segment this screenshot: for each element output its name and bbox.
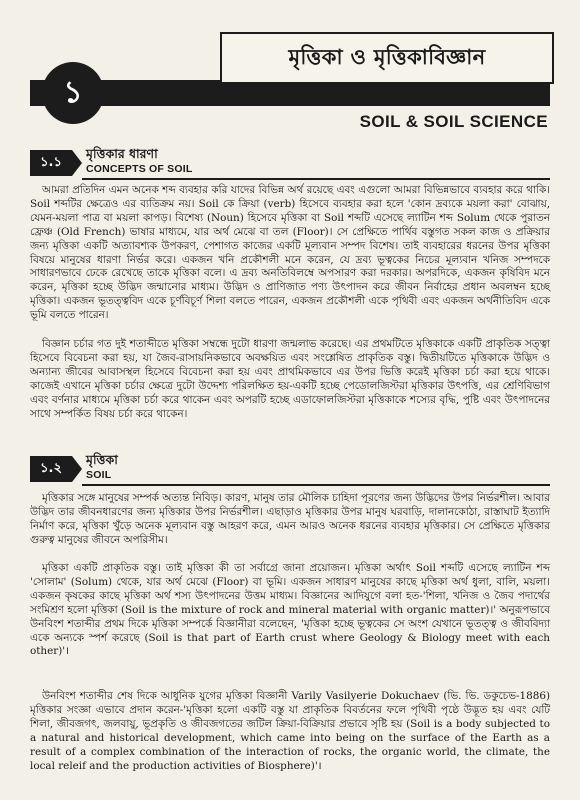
section-rule: [82, 484, 550, 486]
chapter-title-en: SOIL & SOIL SCIENCE: [359, 112, 548, 131]
section-header-soil: [30, 452, 550, 488]
chapter-title-bn: মৃত্তিকা ও মৃত্তিকাবিজ্ঞান: [288, 43, 486, 69]
section-number: ১.২: [30, 456, 72, 482]
paragraph: মৃত্তিকা একটি প্রাকৃতিক বস্তু। তাই মৃত্তিকা কী তা সর্বাগ্রে জানা প্রয়োজন। মৃত্তিকা অর্থাৎ Soil শব্দটি এসেছে ল্যাটিন শব্দ 'সোলাম' (Solum) থেকে, যার অর্থ মেঝে (Floor) বা ভূমি। একজন সাধারণ মানুষের কাছে মৃত্তিকা অর্থ ধুলা, বালি, ময়লা। একজন কৃষকের কাছে মৃত্তিকা অর্থ শস্য উৎপাদনের উত্তম মাধ্যম। বিজ্ঞানের আদিযুগে বলা হত-'শিলা, খনিজ ও জৈব পদার্থের সংমিশ্রণ হলো মৃত্তিকা (Soil is the mixture of rock and mineral material with organic matter)।' অনুরূপভাবে উনবিংশ শতাব্দীর প্রথম দিকে মৃত্তিকা সম্পর্কে বিজ্ঞানীরা বলেছেন, 'মৃত্তিকা হচ্ছে ভূত্বকের সে অংশ যেখানে ভূতত্ত্ব ও জীববিদ্যা একে অন্যকে স্পর্শ করেছে (Soil is that part of Earth crust where Geology & Biology meet with each other)'।: [30, 562, 550, 658]
chapter-title-box: [220, 32, 554, 84]
section-rule: [82, 178, 550, 180]
paragraph: বিজ্ঞান চর্চার গত দুই শতাব্দীতে মৃত্তিকা সম্বন্ধে দুটো ধারণা জন্মলাভ করেছে। এর প্রথমটিতে মৃত্তিকাকে একটি প্রাকৃতিক সত্ত্বা হিসেবে বিবেচনা করা হয়, যা জৈব-রাসায়নিকভাবে অবক্ষয়িত এবং সংশ্লেষিত প্রাকৃতিক বস্তু। দ্বিতীয়টিতে মৃত্তিকাকে উদ্ভিদ ও অন্যান্য জীবের আবাসস্থল হিসেবে বিবেচনা করা হয় এবং প্রাথমিকভাবে এর উপর ভিত্তি করেই মৃত্তিকা চর্চা করা হয়ে থাকে। কাজেই এখানে মৃত্তিকা চর্চার ক্ষেত্রে দুটো উদ্দেশ্য পরিলক্ষিত হয়-একটি হচ্ছে পেডোলজিস্টরা মৃত্তিকার উৎপত্তি, এর শ্রেণিবিভাগ এবং বর্ণনার মাধ্যমে মৃত্তিকা চর্চা করে থাকেন এবং অপরটি হচ্ছে এডাফোলজিস্টরা মৃত্তিকাকে শস্যের বৃদ্ধি, পুষ্টি এবং উৎপাদনের সাথে সম্পর্কিত বিষয় চর্চা করে থাকেন।: [30, 338, 550, 420]
paragraph: আমরা প্রতিদিন এমন অনেক শব্দ ব্যবহার করি যাদের বিভিন্ন অর্থ রয়েছে এবং এগুলো আমরা বিভিন্নভাবে ব্যবহার করে থাকি। Soil শব্দটির ক্ষেত্রেও এর ব্যতিক্রম নয়। Soil কে ক্রিয়া (verb) হিসেবে ব্যবহার করা হলে 'কোন দ্রব্যকে ময়লা করা' বোঝায়, যেমন-ময়লা পাত্র বা ময়লা কাপড়। বিশেষ্য (Noun) হিসেবে মৃত্তিকা বা Soil শব্দটি এসেছে ল্যাটিন শব্দ Solum থেকে পুরাতন ফ্রেঞ্চ (Old French) ভাষার মাধ্যমে, যার অর্থ মেঝে বা তল (Floor)। সে প্রেক্ষিতে পার্থিব বস্তুগত সকল কাজ ও প্রক্রিয়ার জন্য মৃত্তিকা একটি অত্যাবশ্যক উপকরণ, পেশাগত কাজের একটি মূল্যবান সম্পদ বিশেষ। তাই ব্যবহারের ধরনের উপর মৃত্তিকা বিষয়ে মানুষের ধারণা নির্ভর করে। একজন খনি প্রকৌশলী মনে করেন, যে দ্রব্য ভূত্বকের নিচের মূল্যবান খনিজ সম্পদকে সাধারণভাবে ঢেকে রেখেছে তাকে মৃত্তিকা বলে। এ দ্রব্য অনতিবিলম্বে অপসারণ করা দরকার। অপরদিকে, একজন কৃষিবিদ মনে করেন, মৃত্তিকা হচ্ছে উদ্ভিদ জন্মানোর মাধ্যম। উদ্ভিদ ও প্রাণিজাত পণ্য উৎপাদন করে জীবন নির্বাহের প্রধান অবলম্বন হচ্ছে মৃত্তিকা। একজন ভূতত্ত্ববিদ একে চূর্ণবিচূর্ণ শিলা বলতে পারেন, একজন প্রকৌশলী একে পৃথিবী এবং একজন অর্থনীতিবিদ একে ভূমি বলতে পারেন।: [30, 184, 550, 322]
section-title-bn: মৃত্তিকার ধারণা: [86, 146, 158, 161]
section-title-en: SOIL: [86, 469, 112, 481]
paragraph: উনবিংশ শতাব্দীর শেষ দিকে আধুনিক যুগের মৃত্তিকা বিজ্ঞানী Varily Vasilyerie Dokuchaev (ভি. ভি. ডকুচেভ-1886) মৃত্তিকার সংজ্ঞা এভাবে প্রদান করেন-'মৃত্তিকা হলো একটি বস্তু যা প্রাকৃতিক বিবর্তনের ফলে পৃথিবী পৃষ্ঠে উদ্ভূত হয় এবং যেটি শিলা, জীবজগৎ, জলবায়ু, ভূপ্রকৃতি ও জীবজগতের জটিল ক্রিয়া-বিক্রিয়ার প্রভাবে সৃষ্টি হয় (Soil is a body subjected to a natural and historical development, which came into being on the surface of the Earth as a result of a complex combination of the interaction of rocks, the organic world, the climate, the local releif and the production activities of Biosphere)'।: [30, 690, 550, 772]
paragraph: মৃত্তিকার সঙ্গে মানুষের সম্পর্ক অত্যন্ত নিবিড়। কারণ, মানুষ তার মৌলিক চাহিদা পূরণের জন্য উদ্ভিদের উপর নির্ভরশীল। আবার উদ্ভিদ তার জীবনধারণের জন্য মৃত্তিকার উপর নির্ভরশীল। এছাড়াও মৃত্তিকার উপর মানুষ ঘরবাড়ি, দালানকোঠা, রাস্তাঘাট ইত্যাদি নির্মাণ করে, মৃত্তিকা খুঁড়ে অনেক মূল্যবান বস্তু আহরণ করে, এমন আরও অনেক ধরনের ব্যবহার মৃত্তিকার। সে প্রেক্ষিতে মৃত্তিকার গুরুত্ব মানুষের জীবনে অপরিসীম।: [30, 492, 550, 546]
section-number: ১.১: [30, 150, 72, 176]
section-title-bn: মৃত্তিকা: [86, 452, 118, 467]
section-title-en: CONCEPTS OF SOIL: [86, 163, 193, 175]
chapter-header: [20, 18, 560, 131]
section-header-concepts: [30, 146, 550, 182]
chapter-number-badge: ১: [42, 62, 104, 124]
